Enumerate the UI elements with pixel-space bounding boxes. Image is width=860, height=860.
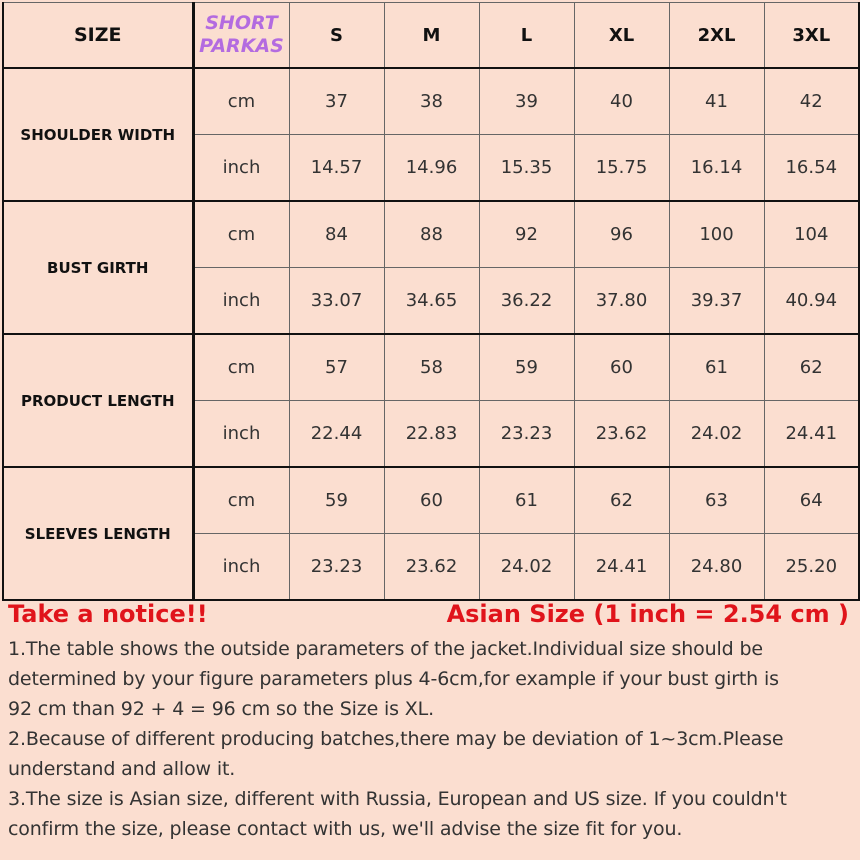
notice-line: 2.Because of different producing batches,there may be deviation of 1~3cm.Please xyxy=(8,728,784,750)
size-column-header: M xyxy=(384,3,479,69)
notice-line: 3.The size is Asian size, different with Russia, European and US size. If you couldn't xyxy=(8,788,787,810)
measurement-value: 37 xyxy=(289,68,384,135)
measurement-value: 64 xyxy=(764,467,859,534)
unit-label: cm xyxy=(193,467,289,534)
measurement-value: 15.75 xyxy=(574,135,669,202)
measurement-row xyxy=(3,467,859,534)
size-header: SIZE xyxy=(3,3,193,69)
measurement-value: 24.41 xyxy=(574,534,669,601)
measurement-value: 62 xyxy=(764,334,859,401)
measurement-value: 63 xyxy=(669,467,764,534)
measurement-value: 24.02 xyxy=(669,401,764,468)
measurement-value: 42 xyxy=(764,68,859,135)
measurement-label: PRODUCT LENGTH xyxy=(3,334,193,467)
notice-title: Take a notice!! xyxy=(8,600,208,628)
measurement-label: SHOULDER WIDTH xyxy=(3,68,193,201)
notice-line: confirm the size, please contact with us, we'll advise the size fit for you. xyxy=(8,818,683,840)
measurement-value: 37.80 xyxy=(574,268,669,335)
measurement-value: 23.62 xyxy=(384,534,479,601)
size-column-header: 3XL xyxy=(764,3,859,69)
measurement-value: 96 xyxy=(574,201,669,268)
unit-label: inch xyxy=(193,401,289,468)
header-row xyxy=(3,3,859,69)
unit-label: inch xyxy=(193,268,289,335)
measurement-row xyxy=(3,68,859,135)
measurement-value: 34.65 xyxy=(384,268,479,335)
measurement-value: 25.20 xyxy=(764,534,859,601)
measurement-value: 16.54 xyxy=(764,135,859,202)
unit-label: inch xyxy=(193,534,289,601)
measurement-value: 33.07 xyxy=(289,268,384,335)
notice-line: 1.The table shows the outside parameters of the jacket.Individual size should be xyxy=(8,638,763,660)
size-column-header: L xyxy=(479,3,574,69)
measurement-value: 24.41 xyxy=(764,401,859,468)
asian-size-note: Asian Size (1 inch = 2.54 cm ) xyxy=(446,600,849,628)
measurement-value: 62 xyxy=(574,467,669,534)
unit-label: cm xyxy=(193,334,289,401)
unit-label: cm xyxy=(193,68,289,135)
measurement-value: 23.23 xyxy=(289,534,384,601)
measurement-value: 22.83 xyxy=(384,401,479,468)
measurement-value: 23.23 xyxy=(479,401,574,468)
measurement-value: 16.14 xyxy=(669,135,764,202)
measurement-value: 38 xyxy=(384,68,479,135)
measurement-row xyxy=(3,334,859,401)
measurement-value: 36.22 xyxy=(479,268,574,335)
measurement-value: 14.57 xyxy=(289,135,384,202)
measurement-value: 23.62 xyxy=(574,401,669,468)
measurement-value: 59 xyxy=(479,334,574,401)
measurement-value: 57 xyxy=(289,334,384,401)
measurement-value: 24.80 xyxy=(669,534,764,601)
measurement-row xyxy=(3,201,859,268)
measurement-value: 14.96 xyxy=(384,135,479,202)
unit-label: cm xyxy=(193,201,289,268)
measurement-value: 88 xyxy=(384,201,479,268)
measurement-value: 84 xyxy=(289,201,384,268)
measurement-value: 59 xyxy=(289,467,384,534)
notice-line: determined by your figure parameters plus 4-6cm,for example if your bust girth is xyxy=(8,668,779,690)
measurement-value: 39.37 xyxy=(669,268,764,335)
measurement-value: 104 xyxy=(764,201,859,268)
measurement-value: 92 xyxy=(479,201,574,268)
measurement-value: 61 xyxy=(479,467,574,534)
product-name xyxy=(193,3,289,69)
notice-line: 92 cm than 92 + 4 = 96 cm so the Size is XL. xyxy=(8,698,434,720)
measurement-value: 22.44 xyxy=(289,401,384,468)
measurement-value: 58 xyxy=(384,334,479,401)
measurement-value: 60 xyxy=(384,467,479,534)
size-column-header: S xyxy=(289,3,384,69)
measurement-value: 41 xyxy=(669,68,764,135)
notice-header xyxy=(8,598,853,634)
unit-label: inch xyxy=(193,135,289,202)
product-name-line2: PARKAS xyxy=(199,35,284,57)
measurement-value: 15.35 xyxy=(479,135,574,202)
measurement-value: 100 xyxy=(669,201,764,268)
measurement-label: SLEEVES LENGTH xyxy=(3,467,193,600)
measurement-value: 61 xyxy=(669,334,764,401)
measurement-value: 24.02 xyxy=(479,534,574,601)
notice-section xyxy=(8,598,853,844)
measurement-label: BUST GIRTH xyxy=(3,201,193,334)
notice-line: understand and allow it. xyxy=(8,758,236,780)
measurement-value: 60 xyxy=(574,334,669,401)
measurement-value: 40 xyxy=(574,68,669,135)
measurement-value: 40.94 xyxy=(764,268,859,335)
product-name-line1: SHORT xyxy=(205,12,278,34)
size-column-header: XL xyxy=(574,3,669,69)
measurement-value: 39 xyxy=(479,68,574,135)
size-column-header: 2XL xyxy=(669,3,764,69)
size-chart-table xyxy=(2,2,860,601)
